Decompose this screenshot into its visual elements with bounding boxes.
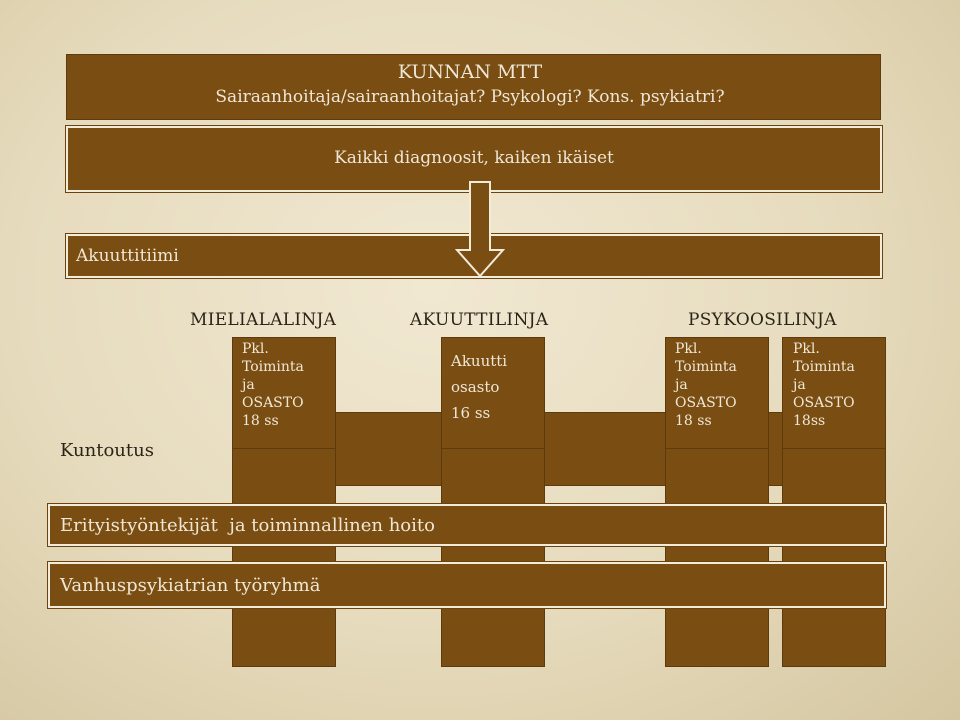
unit-line: 18ss [793,413,826,429]
unit-line: Pkl. [793,341,820,357]
unit-line: 18 ss [675,413,712,429]
unit-text-psychosis-1 [675,340,737,430]
unit-line: Akuutti [451,352,508,370]
scope-text: Kaikki diagnoosit, kaiken ikäiset [334,148,614,168]
unit-line: Pkl. [675,341,702,357]
mood-line-header: MIELIALALINJA [190,310,337,330]
acute-team-label: Akuuttitiimi [76,246,179,266]
unit-line: 18 ss [242,413,279,429]
mtt-title: KUNNAN MTT [397,61,543,83]
divider [441,448,545,449]
unit-text-psychosis-2 [793,340,855,430]
elderly-label: Vanhuspsykiatrian työryhmä [60,575,321,596]
unit-text-mood [242,340,304,430]
acute-line-header: AKUUTTILINJA [410,310,549,330]
mtt-staff: Sairaanhoitaja/sairaanhoitajat? Psykologi? Kons. psykiatri? [215,87,725,107]
unit-line: Toiminta [675,359,737,375]
divider [232,448,336,449]
divider [782,448,886,449]
unit-text-acute [451,348,507,426]
unit-line: OSASTO [793,395,855,411]
unit-line: ja [242,377,255,393]
specialists-label: Erityistyöntekijät ja toiminnallinen hoito [60,515,435,536]
unit-line: OSASTO [242,395,304,411]
unit-line: 16 ss [451,404,491,422]
down-arrow-icon [455,180,505,278]
unit-line: ja [793,377,806,393]
unit-line: OSASTO [675,395,737,411]
unit-line: ja [675,377,688,393]
divider [665,448,769,449]
unit-line: Toiminta [242,359,304,375]
psychosis-line-header: PSYKOOSILINJA [688,310,837,330]
unit-line: Toiminta [793,359,855,375]
unit-line: Pkl. [242,341,269,357]
unit-line: osasto [451,378,500,396]
rehab-label: Kuntoutus [60,440,154,461]
